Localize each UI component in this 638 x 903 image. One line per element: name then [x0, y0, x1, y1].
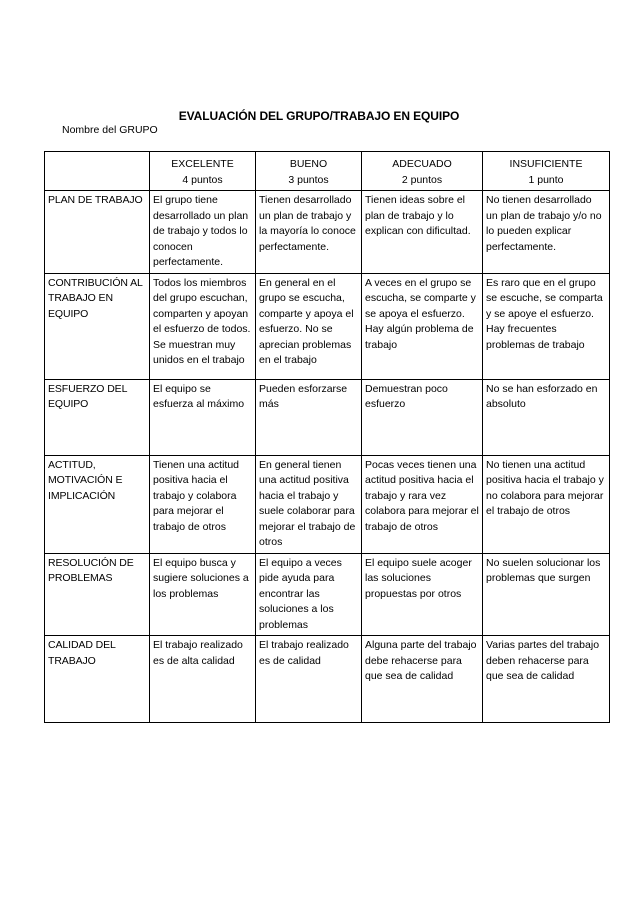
rubric-cell: El grupo tiene desarrollado un plan de trabajo y todos lo conocen perfectamente.	[150, 191, 256, 274]
document-title: EVALUACIÓN DEL GRUPO/TRABAJO EN EQUIPO	[178, 109, 460, 123]
table-row	[45, 636, 610, 723]
rubric-cell: El trabajo realizado es de alta calidad	[150, 636, 256, 723]
criterion-cell: PLAN DE TRABAJO	[45, 191, 150, 274]
rubric-cell: No se han esforzado en absoluto	[483, 379, 610, 455]
table-row	[45, 553, 610, 636]
table-row	[45, 273, 610, 379]
level-points: 4 puntos	[182, 173, 223, 186]
rubric-cell: No tienen una actitud positiva hacia el trabajo y no colabora para mejorar el trabajo de otros	[483, 455, 610, 553]
rubric-cell: Es raro que en el grupo se escuche, se comparta y se apoye el esfuerzo. Hay frecuentes problemas de trabajo	[483, 273, 610, 379]
table-row	[45, 455, 610, 553]
rubric-cell: Alguna parte del trabajo debe rehacerse para que sea de calidad	[362, 636, 483, 723]
rubric-cell: Tienen desarrollado un plan de trabajo y la mayoría lo conoce perfectamente.	[256, 191, 362, 274]
level-name: EXCELENTE	[171, 158, 234, 170]
rubric-cell: Demuestran poco esfuerzo	[362, 379, 483, 455]
criterion-cell: RESOLUCIÓN DE PROBLEMAS	[45, 553, 150, 636]
rubric-cell: El equipo a veces pide ayuda para encontrar las soluciones a los problemas	[256, 553, 362, 636]
group-name-label: Nombre del GRUPO	[62, 124, 158, 136]
header-insuficiente	[483, 152, 610, 191]
header-bueno	[256, 152, 362, 191]
rubric-cell: En general en el grupo se escucha, comparte y apoya el esfuerzo. No se aprecian problemas en el trabajo	[256, 273, 362, 379]
level-name: ADECUADO	[392, 158, 452, 170]
rubric-cell: No tienen desarrollado un plan de trabajo y/o no lo pueden explicar perfectamente.	[483, 191, 610, 274]
table-row	[45, 379, 610, 455]
level-name: INSUFICIENTE	[509, 158, 583, 170]
rubric-cell: No suelen solucionar los problemas que surgen	[483, 553, 610, 636]
header-empty-cell	[45, 152, 150, 191]
rubric-cell: El equipo se esfuerza al máximo	[150, 379, 256, 455]
rubric-cell: Tienen ideas sobre el plan de trabajo y lo explican con dificultad.	[362, 191, 483, 274]
criterion-cell: ACTITUD, MOTIVACIÓN E IMPLICACIÓN	[45, 455, 150, 553]
criterion-cell: ESFUERZO DEL EQUIPO	[45, 379, 150, 455]
level-name: BUENO	[289, 158, 328, 170]
rubric-cell: Pocas veces tienen una actitud positiva hacia el trabajo y rara vez colabora para mejorar el trabajo de otros	[362, 455, 483, 553]
criterion-cell: CALIDAD DEL TRABAJO	[45, 636, 150, 723]
header-row	[45, 152, 610, 191]
rubric-cell: En general tienen una actitud positiva hacia el trabajo y suele colaborar para mejorar el trabajo de otros	[256, 455, 362, 553]
criterion-cell: CONTRIBUCIÓN AL TRABAJO EN EQUIPO	[45, 273, 150, 379]
evaluation-rubric-table	[44, 151, 610, 723]
rubric-cell: Varias partes del trabajo deben rehacerse para que sea de calidad	[483, 636, 610, 723]
rubric-cell: Tienen una actitud positiva hacia el trabajo y colabora para mejorar el trabajo de otros	[150, 455, 256, 553]
rubric-cell: El equipo busca y sugiere soluciones a los problemas	[150, 553, 256, 636]
header-adecuado	[362, 152, 483, 191]
table-row	[45, 191, 610, 274]
rubric-cell: El equipo suele acoger las soluciones propuestas por otros	[362, 553, 483, 636]
rubric-cell: El trabajo realizado es de calidad	[256, 636, 362, 723]
level-points: 2 puntos	[401, 173, 443, 186]
rubric-cell: A veces en el grupo se escucha, se comparte y se apoya el esfuerzo. Hay algún problema de trabajo	[362, 273, 483, 379]
level-points: 3 puntos	[288, 173, 329, 186]
header-excelente	[150, 152, 256, 191]
rubric-cell: Pueden esforzarse más	[256, 379, 362, 455]
rubric-cell: Todos los miembros del grupo escuchan, comparten y apoyan el esfuerzo de todos. Se muestran muy unidos en el trabajo	[150, 273, 256, 379]
level-points: 1 punto	[528, 173, 564, 186]
